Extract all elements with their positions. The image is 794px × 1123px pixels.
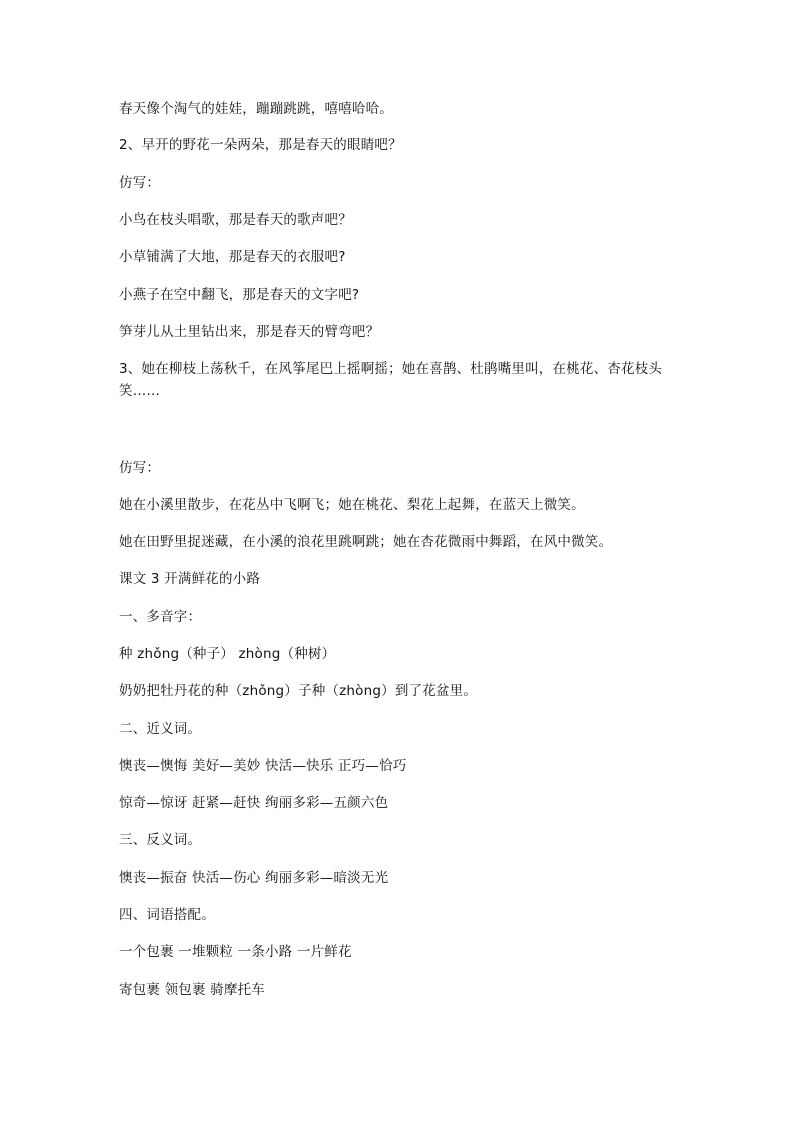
lesson-title: 课文 3 开满鲜花的小路 bbox=[119, 571, 261, 587]
section-heading-polyphones: 一、多音字： bbox=[119, 609, 202, 625]
text-line-bird-song: 小鸟在枝头唱歌，那是春天的歌声吧？ bbox=[119, 212, 352, 228]
text-line-swallow-words: 小燕子在空中翻飞，那是春天的文字吧? bbox=[119, 287, 360, 303]
text-line-bamboo-shoot: 笋芽儿从土里钻出来，那是春天的臂弯吧？ bbox=[119, 324, 380, 340]
text-line-imitation-label-1: 仿写： bbox=[119, 175, 161, 191]
text-line-peony-seed: 奶奶把牡丹花的种（zhǒng）子种（zhòng）到了花盆里。 bbox=[119, 683, 478, 699]
text-line-item-2: 2、早开的野花一朵两朵，那是春天的眼睛吧？ bbox=[119, 137, 402, 153]
text-line-synonyms-1: 懊丧—懊悔 美好—美妙 快活—快乐 正巧—恰巧 bbox=[119, 758, 407, 774]
text-line-stream-walk: 她在小溪里散步，在花丛中飞啊飞；她在桃花、梨花上起舞，在蓝天上微笑。 bbox=[119, 497, 585, 513]
text-line-spring-baby: 春天像个淘气的娃娃，蹦蹦跳跳，嘻嘻哈哈。 bbox=[119, 101, 393, 117]
text-line-collocations-2: 寄包裹 领包裹 骑摩托车 bbox=[119, 982, 265, 998]
text-line-antonyms: 懊丧—振奋 快活—伤心 绚丽多彩—暗淡无光 bbox=[119, 870, 389, 886]
text-line-item-3: 3、她在柳枝上荡秋千，在风筝尾巴上摇啊摇；她在喜鹊、杜鹃嘴里叫，在桃花、杏花枝头笑…… bbox=[119, 361, 663, 399]
text-line-synonyms-2: 惊奇—惊讶 赶紧—赶快 绚丽多彩—五颜六色 bbox=[119, 795, 389, 811]
text-line-grass-clothes: 小草铺满了大地，那是春天的衣服吧? bbox=[119, 249, 346, 265]
text-line-collocations-1: 一个包裹 一堆颗粒 一条小路 一片鲜花 bbox=[119, 944, 352, 960]
text-line-imitation-label-2: 仿写： bbox=[119, 460, 161, 476]
section-heading-antonyms: 三、反义词。 bbox=[119, 832, 202, 848]
section-heading-synonyms: 二、近义词。 bbox=[119, 721, 202, 737]
section-heading-collocations: 四、词语搭配。 bbox=[119, 907, 215, 923]
text-line-field-hide-seek: 她在田野里捉迷藏，在小溪的浪花里跳啊跳；她在杏花微雨中舞蹈，在风中微笑。 bbox=[119, 534, 613, 550]
text-line-polyphone-zhong: 种 zhǒng（种子） zhòng（种树） bbox=[119, 646, 336, 662]
